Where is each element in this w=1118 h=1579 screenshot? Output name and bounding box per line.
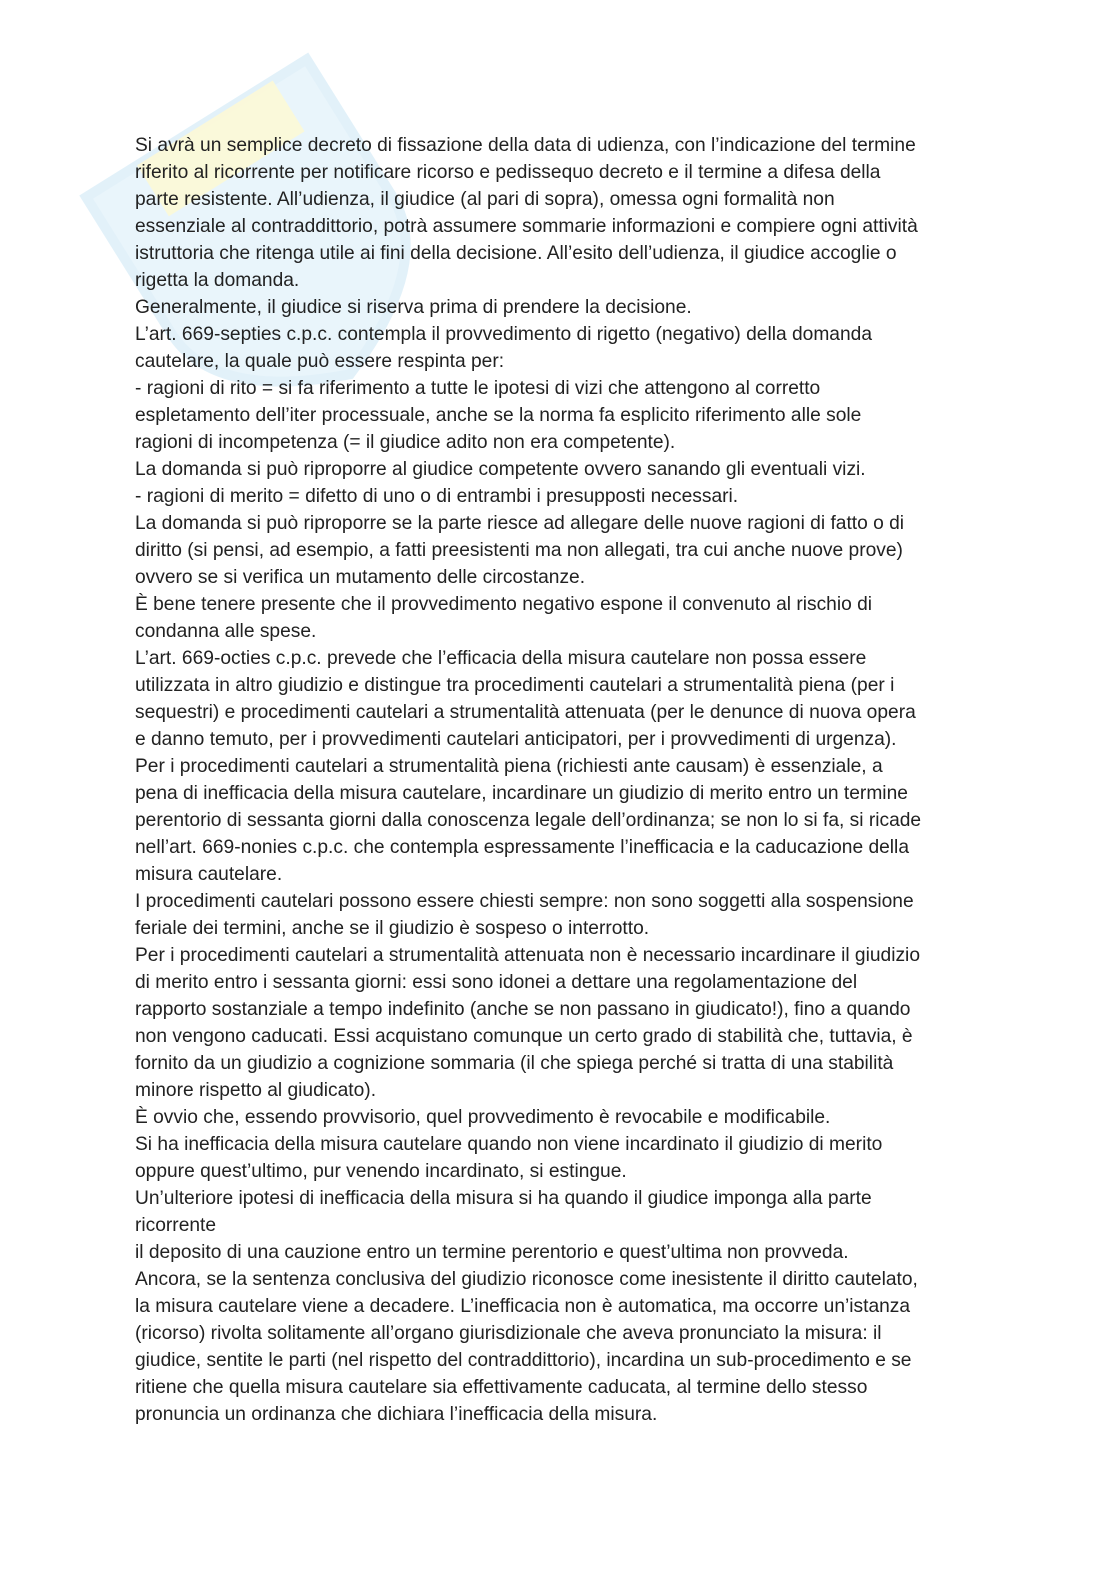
- text-line: La domanda si può riproporre se la parte riesce ad allegare delle nuove ragioni di fatto o di: [135, 513, 905, 534]
- text-line: (ricorso) rivolta solitamente all’organo giurisdizionale che aveva pronunciato la misura: il: [135, 1323, 882, 1344]
- text-line: Si avrà un semplice decreto di fissazione della data di udienza, con l’indicazione del termine: [135, 135, 916, 156]
- text-line: minore rispetto al giudicato).: [135, 1080, 377, 1101]
- text-line: L’art. 669-octies c.p.c. prevede che l’efficacia della misura cautelare non possa essere: [135, 648, 867, 669]
- text-line: È bene tenere presente che il provvedimento negativo espone il convenuto al rischio di: [135, 594, 873, 615]
- text-line: L’art. 669-septies c.p.c. contempla il provvedimento di rigetto (negativo) della domanda: [135, 324, 872, 345]
- text-line: feriale dei termini, anche se il giudizio è sospeso o interrotto.: [135, 918, 650, 939]
- text-line: condanna alle spese.: [135, 621, 317, 642]
- text-line: pena di inefficacia della misura cautelare, incardinare un giudizio di merito entro un termine: [135, 783, 908, 804]
- text-line: I procedimenti cautelari possono essere chiesti sempre: non sono soggetti alla sospensione: [135, 891, 914, 912]
- text-line: Ancora, se la sentenza conclusiva del giudizio riconosce come inesistente il diritto cautelato,: [135, 1269, 918, 1290]
- text-line: non vengono caducati. Essi acquistano comunque un certo grado di stabilità che, tuttavia, è: [135, 1026, 913, 1047]
- text-line: espletamento dell’iter processuale, anche se la norma fa esplicito riferimento alle sole: [135, 405, 862, 426]
- text-line: Si ha inefficacia della misura cautelare quando non viene incardinato il giudizio di merito: [135, 1134, 883, 1155]
- text-line: ricorrente: [135, 1215, 217, 1236]
- document-body: [135, 132, 995, 1428]
- text-line: Per i procedimenti cautelari a strumentalità piena (richiesti ante causam) è essenziale, a: [135, 756, 883, 777]
- text-line: la misura cautelare viene a decadere. L’inefficacia non è automatica, ma occorre un’istanza: [135, 1296, 911, 1317]
- text-line: istruttoria che ritenga utile ai fini della decisione. All’esito dell’udienza, il giudice accoglie o: [135, 243, 897, 264]
- text-line: oppure quest’ultimo, pur venendo incardinato, si estingue.: [135, 1161, 627, 1182]
- text-line: fornito da un giudizio a cognizione sommaria (il che spiega perché si tratta di una stabilità: [135, 1053, 894, 1074]
- text-line: diritto (si pensi, ad esempio, a fatti preesistenti ma non allegati, tra cui anche nuove prove): [135, 540, 903, 561]
- text-line: pronuncia un ordinanza che dichiara l’inefficacia della misura.: [135, 1404, 658, 1425]
- text-line: parte resistente. All’udienza, il giudice (al pari di sopra), omessa ogni formalità non: [135, 189, 835, 210]
- text-line: rigetta la domanda.: [135, 270, 300, 291]
- text-line: - ragioni di merito = difetto di uno o di entrambi i presupposti necessari.: [135, 486, 739, 507]
- text-line: cautelare, la quale può essere respinta per:: [135, 351, 505, 372]
- text-line: ragioni di incompetenza (= il giudice adito non era competente).: [135, 432, 676, 453]
- text-line: Generalmente, il giudice si riserva prima di prendere la decisione.: [135, 297, 692, 318]
- text-line: È ovvio che, essendo provvisorio, quel provvedimento è revocabile e modificabile.: [135, 1107, 831, 1128]
- text-line: ovvero se si verifica un mutamento delle circostanze.: [135, 567, 586, 588]
- text-line: Per i procedimenti cautelari a strumentalità attenuata non è necessario incardinare il giudizio: [135, 945, 920, 966]
- text-line: nell’art. 669-nonies c.p.c. che contempla espressamente l’inefficacia e la caducazione della: [135, 837, 909, 858]
- text-line: misura cautelare.: [135, 864, 283, 885]
- text-line: giudice, sentite le parti (nel rispetto del contraddittorio), incardina un sub-procedimento e se: [135, 1350, 912, 1371]
- text-line: sequestri) e procedimenti cautelari a strumentalità attenuata (per le denunce di nuova opera: [135, 702, 916, 723]
- text-line: La domanda si può riproporre al giudice competente ovvero sanando gli eventuali vizi.: [135, 459, 866, 480]
- text-line: di merito entro i sessanta giorni: essi sono idonei a dettare una regolamentazione del: [135, 972, 858, 993]
- text-line: utilizzata in altro giudizio e distingue tra procedimenti cautelari a strumentalità piena (per i: [135, 675, 895, 696]
- text-line: il deposito di una cauzione entro un termine perentorio e quest’ultima non provveda.: [135, 1242, 849, 1263]
- text-line: e danno temuto, per i provvedimenti cautelari anticipatori, per i provvedimenti di urgenza).: [135, 729, 897, 750]
- text-line: ritiene che quella misura cautelare sia effettivamente caducata, al termine dello stesso: [135, 1377, 868, 1398]
- text-line: - ragioni di rito = si fa riferimento a tutte le ipotesi di vizi che attengono al corretto: [135, 378, 821, 399]
- text-line: rapporto sostanziale a tempo indefinito (anche se non passano in giudicato!), fino a quando: [135, 999, 911, 1020]
- text-line: essenziale al contraddittorio, potrà assumere sommarie informazioni e compiere ogni attività: [135, 216, 918, 237]
- text-line: Un’ulteriore ipotesi di inefficacia della misura si ha quando il giudice imponga alla parte: [135, 1188, 872, 1209]
- text-line: perentorio di sessanta giorni dalla conoscenza legale dell’ordinanza; se non lo si fa, si ricade: [135, 810, 922, 831]
- text-line: riferito al ricorrente per notificare ricorso e pedissequo decreto e il termine a difesa della: [135, 162, 881, 183]
